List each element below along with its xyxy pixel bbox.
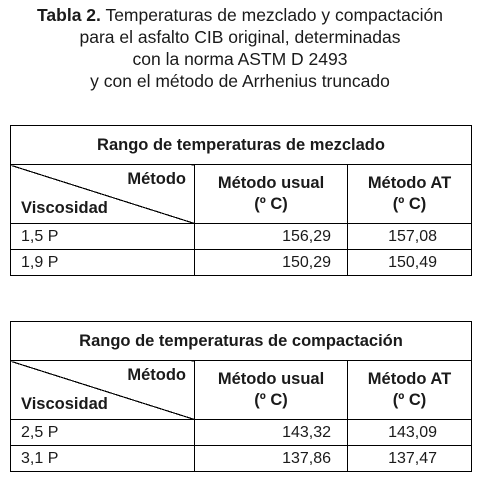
viscosity-cell: 3,1 P bbox=[11, 446, 195, 472]
table-row bbox=[11, 446, 472, 472]
corner-header-cell bbox=[11, 165, 195, 224]
column-header-at-name: Método AT bbox=[367, 370, 452, 388]
column-header-usual-name: Método usual bbox=[217, 174, 325, 192]
column-header-usual bbox=[195, 361, 348, 420]
column-header-at bbox=[348, 165, 472, 224]
usual-value-cell: 150,29 bbox=[195, 250, 348, 276]
column-header-at bbox=[348, 361, 472, 420]
caption-label: Tabla 2. bbox=[37, 5, 101, 25]
corner-viscosity-label: Viscosidad bbox=[21, 395, 108, 413]
at-value-cell: 137,47 bbox=[348, 446, 472, 472]
usual-value-cell: 143,32 bbox=[195, 420, 348, 446]
column-header-usual bbox=[195, 165, 348, 224]
usual-value-cell: 156,29 bbox=[195, 224, 348, 250]
caption-line-4: y con el método de Arrhenius truncado bbox=[90, 71, 390, 91]
mixing-temperature-table bbox=[10, 125, 472, 276]
column-header-at-name: Método AT bbox=[367, 174, 452, 192]
usual-value-cell: 137,86 bbox=[195, 446, 348, 472]
table-row bbox=[11, 224, 472, 250]
caption-line-2: para el asfalto CIB original, determinadas bbox=[79, 27, 401, 47]
viscosity-cell: 2,5 P bbox=[11, 420, 195, 446]
at-value-cell: 143,09 bbox=[348, 420, 472, 446]
at-value-cell: 157,08 bbox=[348, 224, 472, 250]
table-caption bbox=[0, 4, 480, 92]
corner-method-label: Método bbox=[127, 366, 186, 384]
caption-line-3: con la norma ASTM D 2493 bbox=[132, 49, 348, 69]
viscosity-cell: 1,5 P bbox=[11, 224, 195, 250]
column-header-at-unit: (º C) bbox=[392, 195, 427, 213]
table-row bbox=[11, 420, 472, 446]
column-header-usual-name: Método usual bbox=[217, 370, 325, 388]
corner-viscosity-label: Viscosidad bbox=[21, 199, 108, 217]
column-header-at-unit: (º C) bbox=[392, 391, 427, 409]
column-header-usual-unit: (º C) bbox=[254, 195, 288, 213]
caption-line-1 bbox=[0, 4, 480, 26]
column-header-usual-unit: (º C) bbox=[254, 391, 288, 409]
table-row bbox=[11, 250, 472, 276]
viscosity-cell: 1,9 P bbox=[11, 250, 195, 276]
at-value-cell: 150,49 bbox=[348, 250, 472, 276]
corner-method-label: Método bbox=[127, 170, 186, 188]
corner-header-cell bbox=[11, 361, 195, 420]
caption-text-1: Temperaturas de mezclado y compactación bbox=[105, 5, 443, 25]
table-title: Rango de temperaturas de compactación bbox=[11, 322, 472, 361]
compaction-temperature-table bbox=[10, 321, 472, 472]
table-title: Rango de temperaturas de mezclado bbox=[11, 126, 472, 165]
